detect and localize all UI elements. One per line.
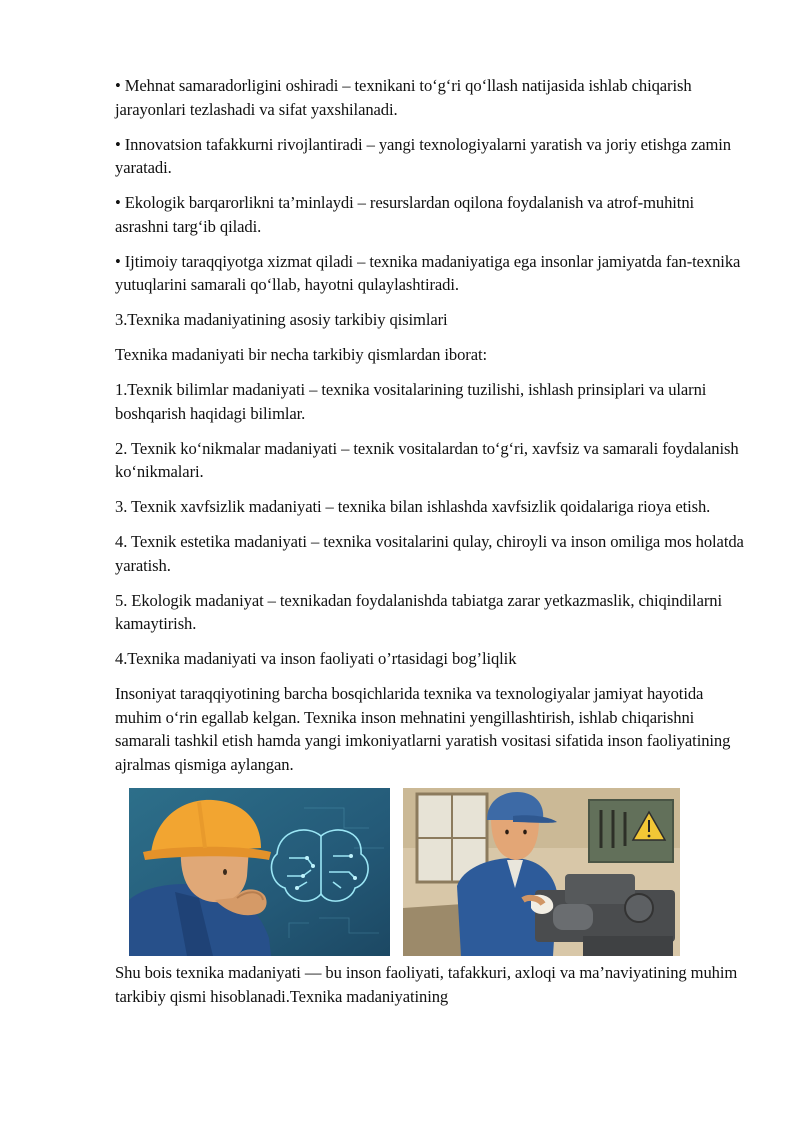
list-item-4: 4. Texnik estetika madaniyati – texnika vositalarini qulay, chiroyli va inson omiliga mos holatda yaratish. <box>115 532 744 575</box>
bullet-labor-productivity: • Mehnat samaradorligini oshiradi – texnikani to‘g‘ri qo‘llash natijasida ishlab chiqarish jarayonlari tezlashadi va sifat yaxshilanadi. <box>115 76 692 119</box>
section-intro: Texnika madaniyati bir necha tarkibiy qismlardan iborat: <box>115 345 488 364</box>
document-body <box>115 74 750 1020</box>
section-4-paragraph: Insoniyat taraqqiyotining barcha bosqichlarida texnika va texnologiyalar jamiyat hayotida muhim o‘rin egallab kelgan. Texnika inson mehnatini yengillashtirish, ishlab chiqarishni samarali tashkil etish hamda yangi imkoniyatlarni yaratish vositasi sifatida inson faoliyatining ajralmas qismiga aylangan. <box>115 684 731 774</box>
section-heading-4: 4.Texnika madaniyati va inson faoliyati o’rtasidagi bog’liqlik <box>115 649 517 668</box>
thinking-engineer-image <box>129 788 390 956</box>
bullet-innovative-thinking: • Innovatsion tafakkurni rivojlantiradi – yangi texnologiyalarni yaratish va joriy etishga zamin yaratadi. <box>115 134 732 177</box>
bullet-social-progress: • Ijtimoiy taraqqiyotga xizmat qiladi – texnika madaniyatiga ega insonlar jamiyatda fan-texnika yutuqlarini samarali qo‘llab, hayotni qulaylashtiradi. <box>115 251 741 294</box>
section-heading-3: 3.Texnika madaniyatining asosiy tarkibiy qisimlari <box>115 310 448 329</box>
bullet-ecological-sustainability: • Ekologik barqarorlikni ta’minlaydi – resurslardan oqilona foydalanish va atrof-muhitni asrashni targ‘ib qiladi. <box>115 193 695 236</box>
list-item-1: 1.Texnik bilimlar madaniyati – texnika vositalarining tuzilishi, ishlash prinsiplari va ularni boshqarish haqidagi bilimlar. <box>115 380 707 423</box>
list-item-5: 5. Ekologik madaniyat – texnikadan foydalanishda tabiatga zarar yetkazmaslik, chiqindilarni kamaytirish. <box>115 590 722 633</box>
list-item-2: 2. Texnik ko‘nikmalar madaniyati – texnik vositalardan to‘g‘ri, xavfsiz va samarali foydalanish ko‘nikmalari. <box>115 438 739 481</box>
closing-paragraph: Shu bois texnika madaniyati — bu inson faoliyati, tafakkuri, axloqi va ma’naviyatining muhim tarkibiy qismi hisoblanadi.Texnika madaniyatining <box>115 963 738 1006</box>
list-item-3: 3. Texnik xavfsizlik madaniyati – texnika bilan ishlashda xavfsizlik qoidalariga rioya etish. <box>115 497 711 516</box>
technician-lathe-image <box>403 788 680 956</box>
illustration-row <box>115 788 750 958</box>
